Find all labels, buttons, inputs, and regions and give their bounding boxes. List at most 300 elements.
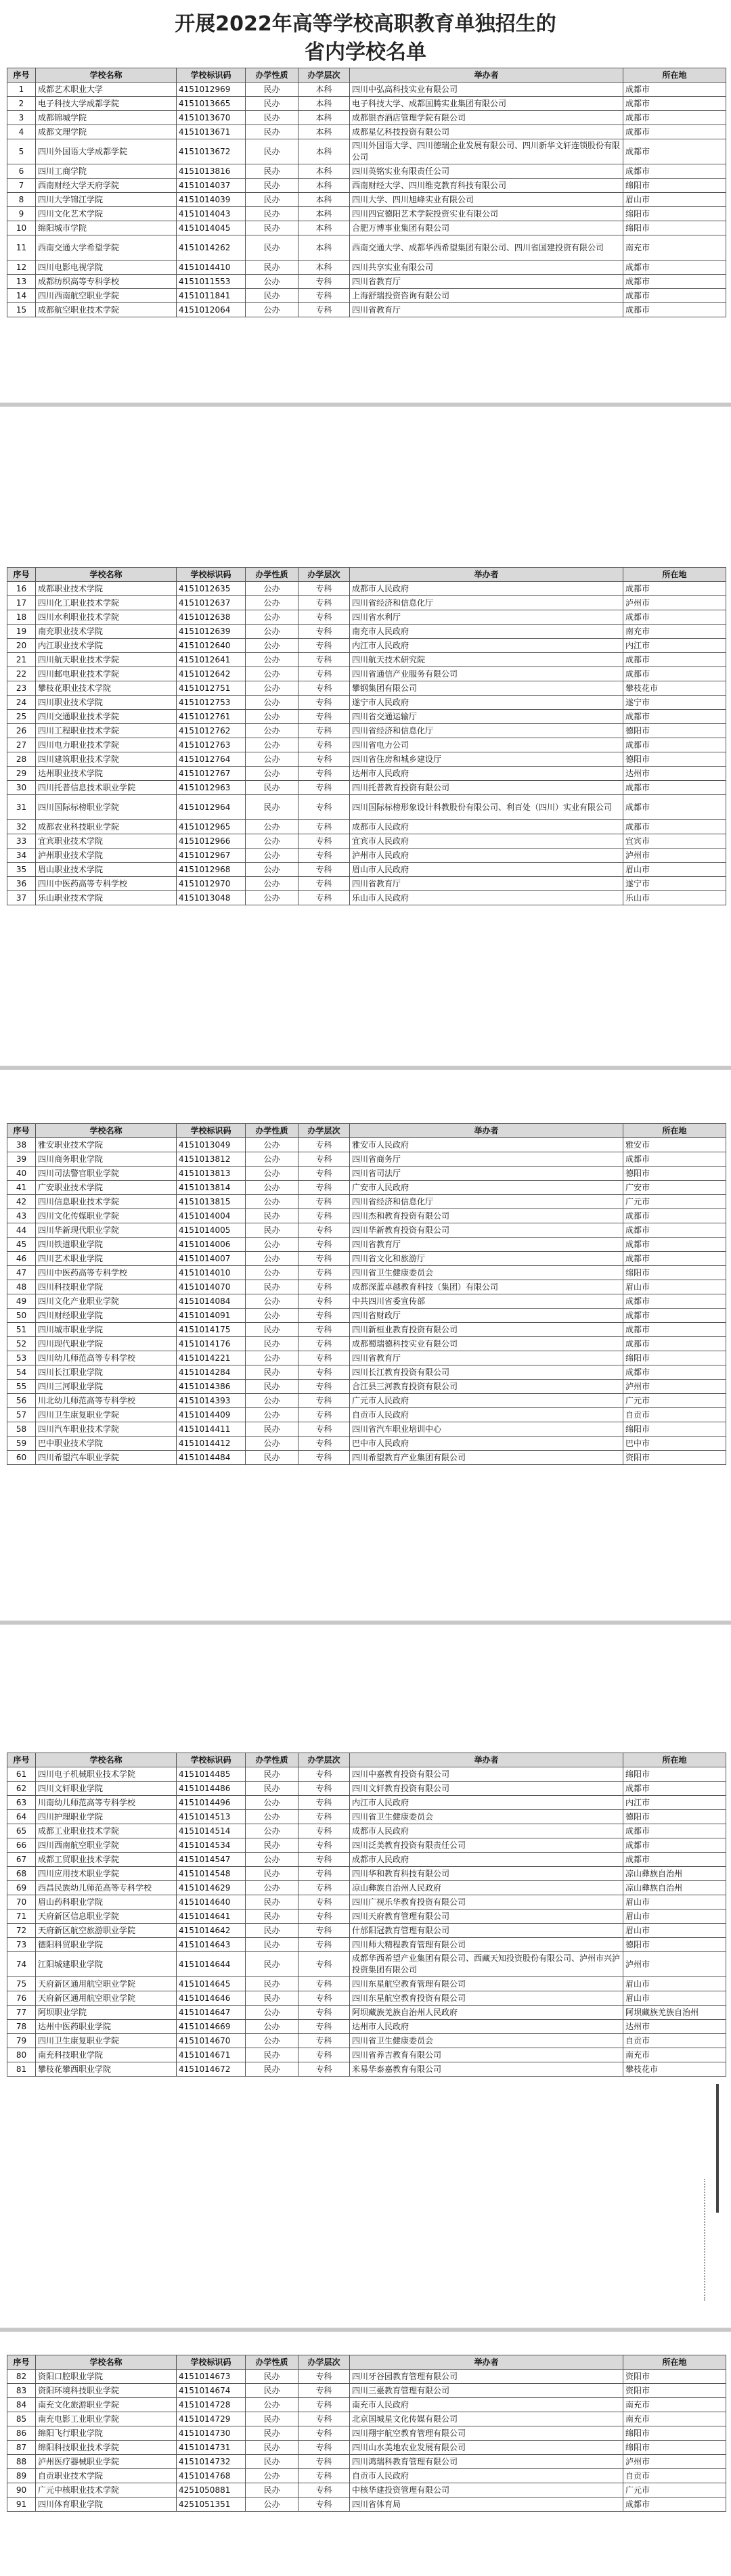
cell-level: 专科 [298,1195,350,1209]
cell-location: 成都市 [623,125,726,139]
school-table-page-2 [7,567,726,905]
cell-school-name: 四川铁道职业学院 [36,1238,177,1252]
page-divider [0,1066,731,1070]
cell-school-code: 4151014672 [177,2062,246,2077]
cell-seq: 60 [7,1451,36,1465]
table-row [7,2441,726,2455]
cell-school-name: 天府新区通用航空职业学院 [36,1977,177,1991]
table-row [7,125,726,139]
cell-location: 攀枝花市 [623,681,726,696]
cell-school-name: 四川城市职业学院 [36,1323,177,1337]
table-row [7,2455,726,2469]
cell-sponsor: 四川省财政厅 [350,1309,623,1323]
cell-level: 专科 [298,1167,350,1181]
table-row [7,1881,726,1895]
cell-sponsor: 乐山市人民政府 [350,891,623,905]
table-row [7,1380,726,1394]
table-row [7,1294,726,1309]
cell-nature: 公办 [246,1853,298,1867]
cell-school-code: 4151014644 [177,1952,246,1977]
cell-location: 遂宁市 [623,696,726,710]
cell-level: 本科 [298,83,350,97]
table-row [7,1138,726,1152]
cell-sponsor: 西南财经大学、四川维克教育科技有限公司 [350,179,623,193]
cell-level: 专科 [298,1323,350,1337]
cell-location: 巴中市 [623,1437,726,1451]
cell-school-code: 4151014642 [177,1924,246,1938]
cell-seq: 44 [7,1223,36,1238]
cell-seq: 50 [7,1309,36,1323]
cell-nature: 民办 [246,1782,298,1796]
cell-level: 专科 [298,681,350,696]
cell-sponsor: 四川东星航空教育管理有限公司 [350,1977,623,1991]
cell-level: 专科 [298,625,350,639]
cell-level: 专科 [298,752,350,767]
table-header-row [7,68,726,83]
cell-school-code: 4151014646 [177,1991,246,2006]
cell-location: 绵阳市 [623,179,726,193]
table-row [7,1782,726,1796]
cell-seq: 87 [7,2441,36,2455]
cell-location: 德阳市 [623,752,726,767]
cell-school-code: 4151014007 [177,1252,246,1266]
cell-location: 广安市 [623,1181,726,1195]
cell-location: 成都市 [623,1853,726,1867]
cell-sponsor: 四川长江教育投资有限公司 [350,1365,623,1380]
table-row [7,1437,726,1451]
cell-sponsor: 内江市人民政府 [350,639,623,653]
cell-location: 广元市 [623,1394,726,1408]
cell-school-code: 4151013048 [177,891,246,905]
cell-school-name: 宜宾职业技术学院 [36,834,177,849]
cell-school-code: 4151012970 [177,877,246,891]
table-row [7,83,726,97]
cell-sponsor: 四川大学、四川旭峰实业有限公司 [350,193,623,207]
cell-sponsor: 四川省司法厅 [350,1167,623,1181]
cell-school-name: 四川交通职业技术学院 [36,710,177,724]
header-sponsor: 举办者 [350,1124,623,1138]
cell-level: 本科 [298,97,350,111]
cell-location: 成都市 [623,83,726,97]
cell-school-name: 达州职业技术学院 [36,767,177,781]
table-row [7,235,726,261]
cell-location: 成都市 [623,111,726,125]
cell-nature: 公办 [246,1152,298,1167]
cell-location: 泸州市 [623,1380,726,1394]
cell-sponsor: 四川省体育局 [350,2498,623,2512]
header-sponsor: 举办者 [350,1753,623,1767]
school-list-table [7,1123,726,1465]
cell-location: 南充市 [623,2048,726,2062]
cell-location: 凉山彝族自治州 [623,1867,726,1881]
cell-sponsor: 广安市人民政府 [350,1181,623,1195]
cell-level: 专科 [298,820,350,834]
cell-seq: 79 [7,2034,36,2048]
cell-school-code: 4151012753 [177,696,246,710]
table-row [7,1337,726,1351]
cell-seq: 25 [7,710,36,724]
cell-level: 专科 [298,1266,350,1280]
cell-school-code: 4151014729 [177,2412,246,2426]
cell-level: 专科 [298,289,350,303]
cell-school-code: 4151013816 [177,164,246,179]
cell-seq: 23 [7,681,36,696]
header-school-code: 学校标识码 [177,568,246,582]
cell-level: 专科 [298,1796,350,1810]
cell-location: 资阳市 [623,2370,726,2384]
cell-location: 资阳市 [623,1451,726,1465]
cell-location: 眉山市 [623,863,726,877]
cell-school-code: 4151014409 [177,1408,246,1422]
cell-level: 本科 [298,139,350,164]
cell-sponsor: 成都星亿科技投资有限公司 [350,125,623,139]
table-row [7,2370,726,2384]
header-location: 所在地 [623,2355,726,2370]
cell-location: 德阳市 [623,1938,726,1952]
cell-seq: 55 [7,1380,36,1394]
cell-school-name: 江阳城建职业学院 [36,1952,177,1977]
cell-sponsor: 四川省卫生健康委员会 [350,2034,623,2048]
cell-seq: 48 [7,1280,36,1294]
cell-level: 专科 [298,849,350,863]
cell-location: 成都市 [623,610,726,625]
header-sponsor: 举办者 [350,568,623,582]
cell-school-code: 4151014005 [177,1223,246,1238]
cell-seq: 59 [7,1437,36,1451]
cell-location: 自贡市 [623,2034,726,2048]
cell-sponsor: 泸州市人民政府 [350,849,623,863]
cell-school-name: 广元中核职业技术学院 [36,2483,177,2498]
header-seq: 序号 [7,568,36,582]
cell-school-name: 西南财经大学天府学院 [36,179,177,193]
cell-nature: 民办 [246,125,298,139]
table-row [7,1209,726,1223]
cell-school-code: 4151014039 [177,193,246,207]
cell-school-code: 4151013671 [177,125,246,139]
header-seq: 序号 [7,2355,36,2370]
cell-sponsor: 内江市人民政府 [350,1796,623,1810]
cell-nature: 公办 [246,891,298,905]
table-row [7,193,726,207]
cell-nature: 公办 [246,1437,298,1451]
cell-seq: 71 [7,1910,36,1924]
cell-school-name: 天府新区航空旅游职业学院 [36,1924,177,1938]
table-row [7,1167,726,1181]
cell-nature: 民办 [246,2384,298,2398]
cell-seq: 7 [7,179,36,193]
header-level: 办学层次 [298,68,350,83]
cell-location: 自贡市 [623,1408,726,1422]
cell-school-code: 4151014548 [177,1867,246,1881]
cell-level: 专科 [298,1952,350,1977]
cell-level: 专科 [298,275,350,289]
cell-sponsor: 四川省电力公司 [350,738,623,752]
cell-seq: 89 [7,2469,36,2483]
cell-level: 专科 [298,639,350,653]
cell-level: 专科 [298,1810,350,1824]
table-row [7,2412,726,2426]
table-row [7,2398,726,2412]
cell-school-name: 成都锦城学院 [36,111,177,125]
cell-sponsor: 四川华新教育投资有限公司 [350,1223,623,1238]
cell-sponsor: 四川省汽车职业培训中心 [350,1422,623,1437]
cell-level: 专科 [298,891,350,905]
cell-school-code: 4151014547 [177,1853,246,1867]
cell-school-name: 四川电子机械职业技术学院 [36,1767,177,1782]
cell-sponsor: 四川文轩教育投资有限公司 [350,1782,623,1796]
cell-seq: 19 [7,625,36,639]
cell-nature: 民办 [246,1867,298,1881]
header-nature: 办学性质 [246,568,298,582]
cell-school-name: 四川三河职业学院 [36,1380,177,1394]
cell-school-name: 自贡职业技术学院 [36,2469,177,2483]
cell-level: 本科 [298,179,350,193]
table-row [7,1309,726,1323]
cell-nature: 民办 [246,2455,298,2469]
cell-nature: 民办 [246,1280,298,1294]
cell-location: 资阳市 [623,2384,726,2398]
cell-school-name: 阿坝职业学院 [36,2006,177,2020]
cell-school-code: 4151014645 [177,1977,246,1991]
cell-level: 专科 [298,2498,350,2512]
cell-location: 眉山市 [623,1280,726,1294]
cell-sponsor: 中核华建投资管理有限公司 [350,2483,623,2498]
table-header-row [7,1753,726,1767]
cell-school-name: 四川水利职业技术学院 [36,610,177,625]
cell-school-code: 4151014730 [177,2426,246,2441]
cell-nature: 民办 [246,1365,298,1380]
cell-nature: 民办 [246,1952,298,1977]
cell-nature: 公办 [246,625,298,639]
table-row [7,207,726,221]
cell-school-code: 4151012963 [177,781,246,795]
cell-level: 本科 [298,111,350,125]
cell-location: 成都市 [623,1782,726,1796]
cell-school-name: 四川护理职业学院 [36,1810,177,1824]
cell-school-code: 4151014768 [177,2469,246,2483]
cell-location: 南充市 [623,625,726,639]
cell-seq: 78 [7,2020,36,2034]
cell-seq: 21 [7,653,36,667]
cell-location: 眉山市 [623,1991,726,2006]
cell-school-code: 4151014643 [177,1938,246,1952]
table-header-row [7,2355,726,2370]
cell-seq: 64 [7,1810,36,1824]
cell-seq: 46 [7,1252,36,1266]
cell-nature: 公办 [246,596,298,610]
table-row [7,1252,726,1266]
cell-seq: 14 [7,289,36,303]
cell-level: 专科 [298,1152,350,1167]
cell-sponsor: 四川翔宇航空教育管理有限公司 [350,2426,623,2441]
cell-nature: 民办 [246,1451,298,1465]
cell-nature: 民办 [246,1938,298,1952]
cell-school-name: 四川卫生康复职业学院 [36,1408,177,1422]
cell-seq: 3 [7,111,36,125]
cell-seq: 54 [7,1365,36,1380]
cell-sponsor: 成都银杏酒店管理学院有限公司 [350,111,623,125]
cell-seq: 2 [7,97,36,111]
cell-sponsor: 阿坝藏族羌族自治州人民政府 [350,2006,623,2020]
cell-location: 成都市 [623,164,726,179]
cell-school-name: 四川体育职业学院 [36,2498,177,2512]
cell-location: 南充市 [623,235,726,261]
cell-level: 专科 [298,724,350,738]
cell-sponsor: 什邡阳冠教育管理有限公司 [350,1924,623,1938]
cell-sponsor: 四川航天技术研究院 [350,653,623,667]
cell-school-name: 攀枝花攀西职业学院 [36,2062,177,2077]
cell-nature: 民办 [246,1895,298,1910]
cell-school-code: 4151014411 [177,1422,246,1437]
cell-sponsor: 四川国际标榜形象设计科教股份有限公司、利百处（四川）实业有限公司 [350,795,623,820]
cell-level: 专科 [298,2048,350,2062]
cell-level: 专科 [298,2412,350,2426]
cell-school-name: 四川工程职业技术学院 [36,724,177,738]
cell-seq: 70 [7,1895,36,1910]
table-row [7,1422,726,1437]
header-location: 所在地 [623,1753,726,1767]
cell-school-name: 四川华新现代职业学院 [36,1223,177,1238]
table-row [7,2006,726,2020]
table-row [7,653,726,667]
cell-school-name: 四川希望汽车职业学院 [36,1451,177,1465]
cell-sponsor: 四川牙谷园教育管理有限公司 [350,2370,623,2384]
cell-sponsor: 四川华和教育科技有限公司 [350,1867,623,1881]
cell-location: 成都市 [623,1294,726,1309]
cell-location: 阿坝藏族羌族自治州 [623,2006,726,2020]
header-nature: 办学性质 [246,1753,298,1767]
cell-school-code: 4151012641 [177,653,246,667]
cell-sponsor: 四川新桓业教育投资有限公司 [350,1323,623,1337]
cell-school-name: 四川西南航空职业学院 [36,1838,177,1853]
table-row [7,1824,726,1838]
cell-nature: 公办 [246,2398,298,2412]
cell-seq: 53 [7,1351,36,1365]
cell-school-name: 四川托普信息技术职业学院 [36,781,177,795]
table-row [7,2469,726,2483]
cell-school-name: 川南幼儿师范高等专科学校 [36,1796,177,1810]
table-row [7,2384,726,2398]
cell-nature: 民办 [246,1924,298,1938]
cell-school-code: 4151012767 [177,767,246,781]
cell-school-code: 4151014412 [177,1437,246,1451]
cell-sponsor: 四川师大精程教育管理有限公司 [350,1938,623,1952]
cell-school-code: 4151013814 [177,1181,246,1195]
cell-nature: 民办 [246,1380,298,1394]
cell-sponsor: 四川省卫生健康委员会 [350,1266,623,1280]
table-row [7,2498,726,2512]
cell-school-code: 4151014176 [177,1337,246,1351]
table-row [7,596,726,610]
cell-location: 泸州市 [623,849,726,863]
header-school-code: 学校标识码 [177,1753,246,1767]
cell-level: 专科 [298,696,350,710]
cell-seq: 86 [7,2426,36,2441]
cell-seq: 49 [7,1294,36,1309]
cell-school-name: 天府新区信息职业学院 [36,1910,177,1924]
cell-school-code: 4151012639 [177,625,246,639]
header-nature: 办学性质 [246,1124,298,1138]
table-row [7,1991,726,2006]
table-row [7,710,726,724]
school-list-table [7,2355,726,2512]
cell-seq: 83 [7,2384,36,2398]
cell-level: 专科 [298,2455,350,2469]
cell-seq: 4 [7,125,36,139]
table-row [7,1280,726,1294]
cell-nature: 民办 [246,2441,298,2455]
cell-location: 成都市 [623,653,726,667]
cell-nature: 民办 [246,2048,298,2062]
cell-level: 专科 [298,667,350,681]
cell-nature: 公办 [246,582,298,596]
cell-school-code: 4151014070 [177,1280,246,1294]
cell-nature: 民办 [246,111,298,125]
table-row [7,610,726,625]
cell-school-name: 成都农业科技职业学院 [36,820,177,834]
cell-school-name: 南充职业技术学院 [36,625,177,639]
cell-nature: 民办 [246,1991,298,2006]
table-row [7,1181,726,1195]
cell-school-code: 4151012064 [177,303,246,317]
cell-school-name: 绵阳城市学院 [36,221,177,235]
cell-seq: 65 [7,1824,36,1838]
cell-school-name: 四川信息职业技术学院 [36,1195,177,1209]
cell-seq: 63 [7,1796,36,1810]
document-title-line2: 省内学校名单 [305,41,426,64]
cell-school-name: 四川西南航空职业学院 [36,289,177,303]
cell-level: 专科 [298,1337,350,1351]
cell-level: 本科 [298,164,350,179]
cell-level: 专科 [298,1867,350,1881]
cell-sponsor: 四川四宜德阳艺术学院投资实业有限公司 [350,207,623,221]
cell-nature: 公办 [246,2469,298,2483]
cell-school-code: 4151012635 [177,582,246,596]
table-row [7,1895,726,1910]
cell-nature: 公办 [246,2006,298,2020]
cell-seq: 40 [7,1167,36,1181]
table-row [7,2048,726,2062]
cell-location: 南充市 [623,2412,726,2426]
cell-level: 专科 [298,2441,350,2455]
cell-location: 成都市 [623,289,726,303]
cell-location: 成都市 [623,261,726,275]
cell-sponsor: 北京国城星文化传媒有限公司 [350,2412,623,2426]
cell-sponsor: 米易华泰嘉教育有限公司 [350,2062,623,2077]
cell-level: 专科 [298,653,350,667]
cell-seq: 18 [7,610,36,625]
cell-school-code: 4151014010 [177,1266,246,1280]
cell-seq: 32 [7,820,36,834]
cell-school-name: 成都工业职业技术学院 [36,1824,177,1838]
cell-nature: 公办 [246,2498,298,2512]
cell-level: 专科 [298,1351,350,1365]
header-school-code: 学校标识码 [177,68,246,83]
cell-school-name: 资阳口腔职业学院 [36,2370,177,2384]
cell-seq: 91 [7,2498,36,2512]
scrollbar-track[interactable] [716,2084,719,2213]
cell-seq: 34 [7,849,36,863]
header-seq: 序号 [7,1124,36,1138]
table-row [7,1853,726,1867]
cell-school-name: 四川电力职业技术学院 [36,738,177,752]
cell-school-name: 乐山职业技术学院 [36,891,177,905]
cell-seq: 9 [7,207,36,221]
cell-school-name: 内江职业技术学院 [36,639,177,653]
cell-level: 专科 [298,610,350,625]
cell-nature: 民办 [246,781,298,795]
cell-school-name: 德阳科贸职业学院 [36,1938,177,1952]
